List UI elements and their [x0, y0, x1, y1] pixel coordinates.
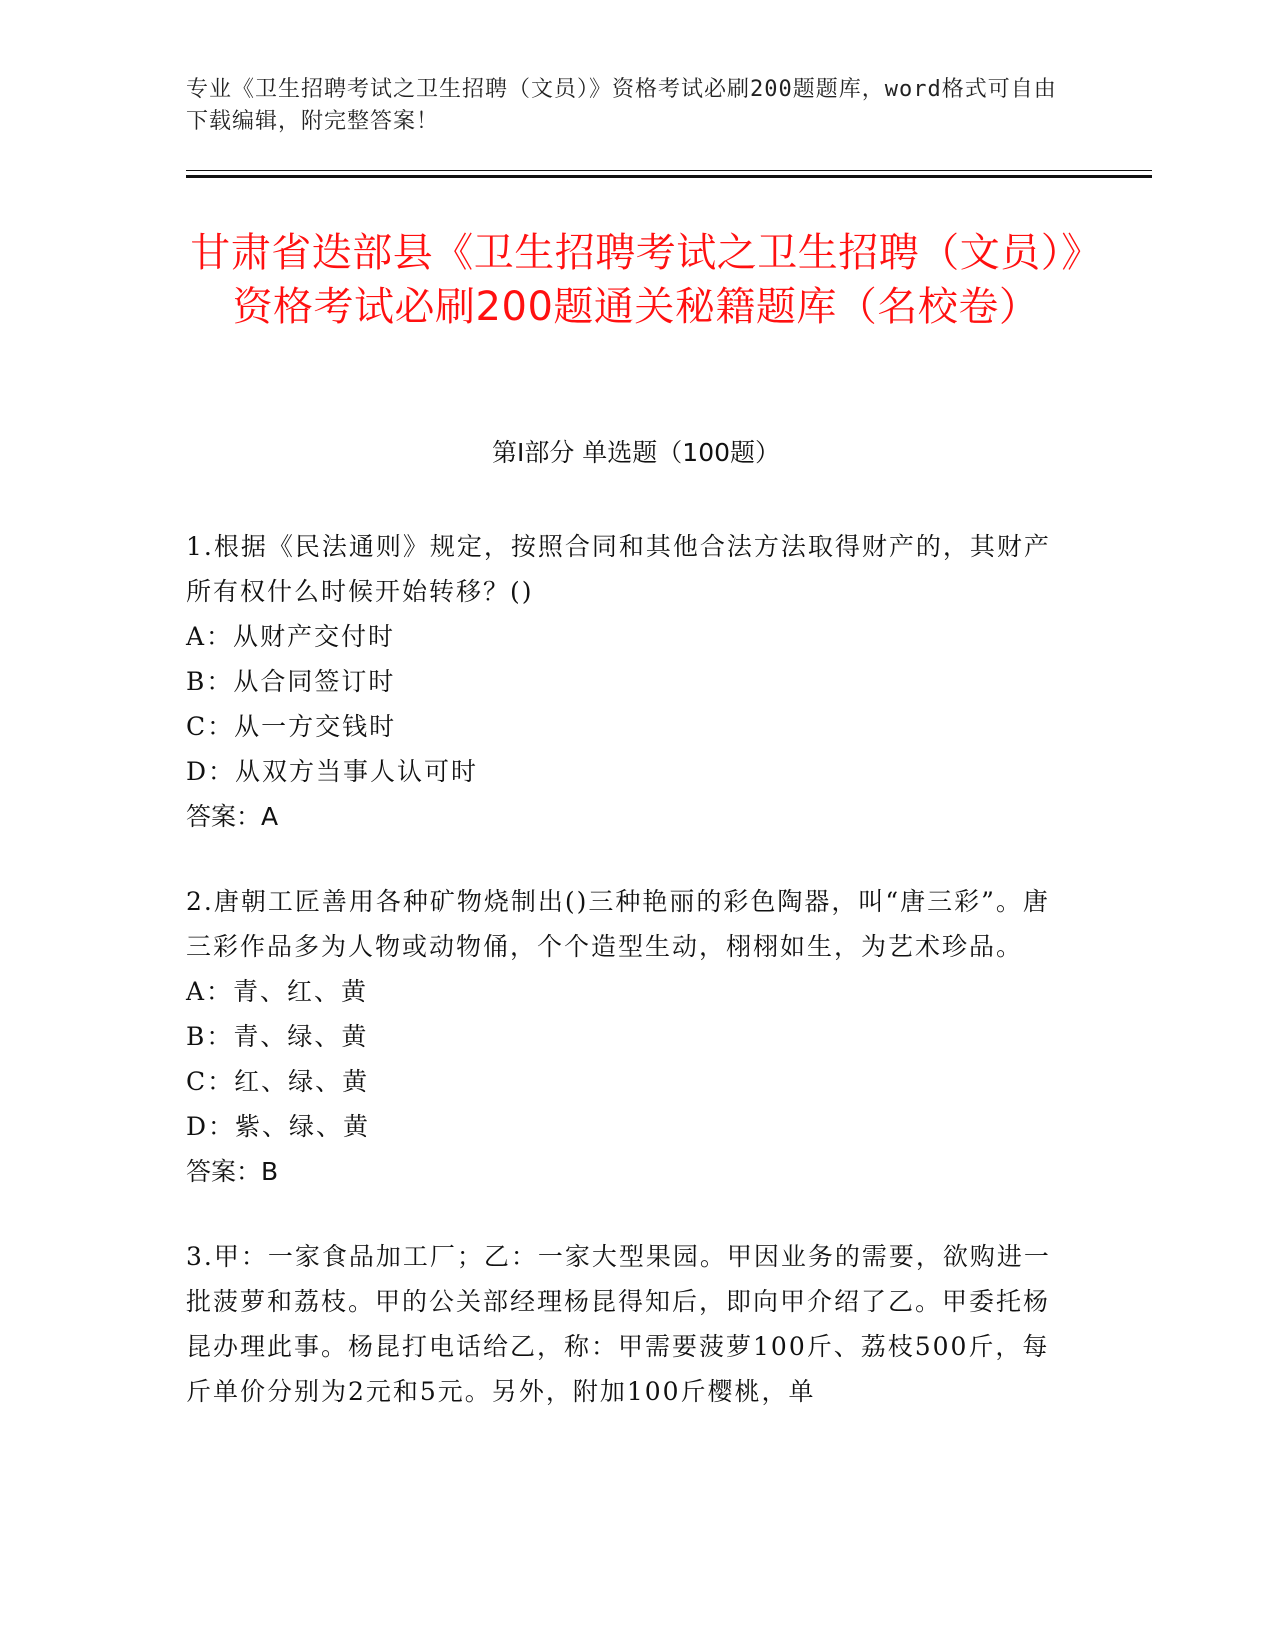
- question-1: [186, 524, 1066, 839]
- answer: 答案：B: [186, 1157, 279, 1186]
- header-divider-thin: [186, 170, 1152, 171]
- question-text: 3.甲：一家食品加工厂；乙：一家大型果园。甲因业务的需要，欲购进一批菠萝和荔枝。甲的公关部经理杨昆得知后，即向甲介绍了乙。甲委托杨昆办理此事。杨昆打电话给乙，称：甲需要菠萝100斤、荔枝500斤，每斤单价分别为2元和5元。另外，附加100斤樱桃，单: [186, 1242, 1051, 1406]
- header-divider-thick: [186, 175, 1152, 178]
- option-d: D：紫、绿、黄: [186, 1112, 371, 1141]
- document-title: 甘肃省迭部县《卫生招聘考试之卫生招聘（文员）》资格考试必刷200题通关秘籍题库（名校卷）: [190, 230, 1082, 330]
- section-title: 第Ⅰ部分 单选题（100题）: [491, 438, 781, 467]
- question-3: [186, 1234, 1066, 1414]
- question-text: 1.根据《民法通则》规定，按照合同和其他合法方法取得财产的，其财产所有权什么时候开始转移？(): [186, 532, 1051, 606]
- header-note: 专业《卫生招聘考试之卫生招聘（文员）》资格考试必刷200题题库，word格式可自由下载编辑，附完整答案！: [186, 77, 1057, 134]
- answer: 答案：A: [186, 802, 279, 831]
- question-text: 2.唐朝工匠善用各种矿物烧制出()三种艳丽的彩色陶器，叫“唐三彩”。唐三彩作品多为人物或动物俑，个个造型生动，栩栩如生，为艺术珍品。: [186, 887, 1050, 961]
- option-b: B：青、绿、黄: [186, 1022, 369, 1051]
- option-b: B：从合同签订时: [186, 667, 396, 696]
- option-c: C：红、绿、黄: [186, 1067, 370, 1096]
- option-a: A：青、红、黄: [186, 977, 369, 1006]
- question-list: [186, 524, 1066, 1454]
- option-a: A：从财产交付时: [186, 622, 396, 651]
- option-c: C：从一方交钱时: [186, 712, 397, 741]
- option-d: D：从双方当事人认可时: [186, 757, 479, 786]
- question-2: [186, 879, 1066, 1194]
